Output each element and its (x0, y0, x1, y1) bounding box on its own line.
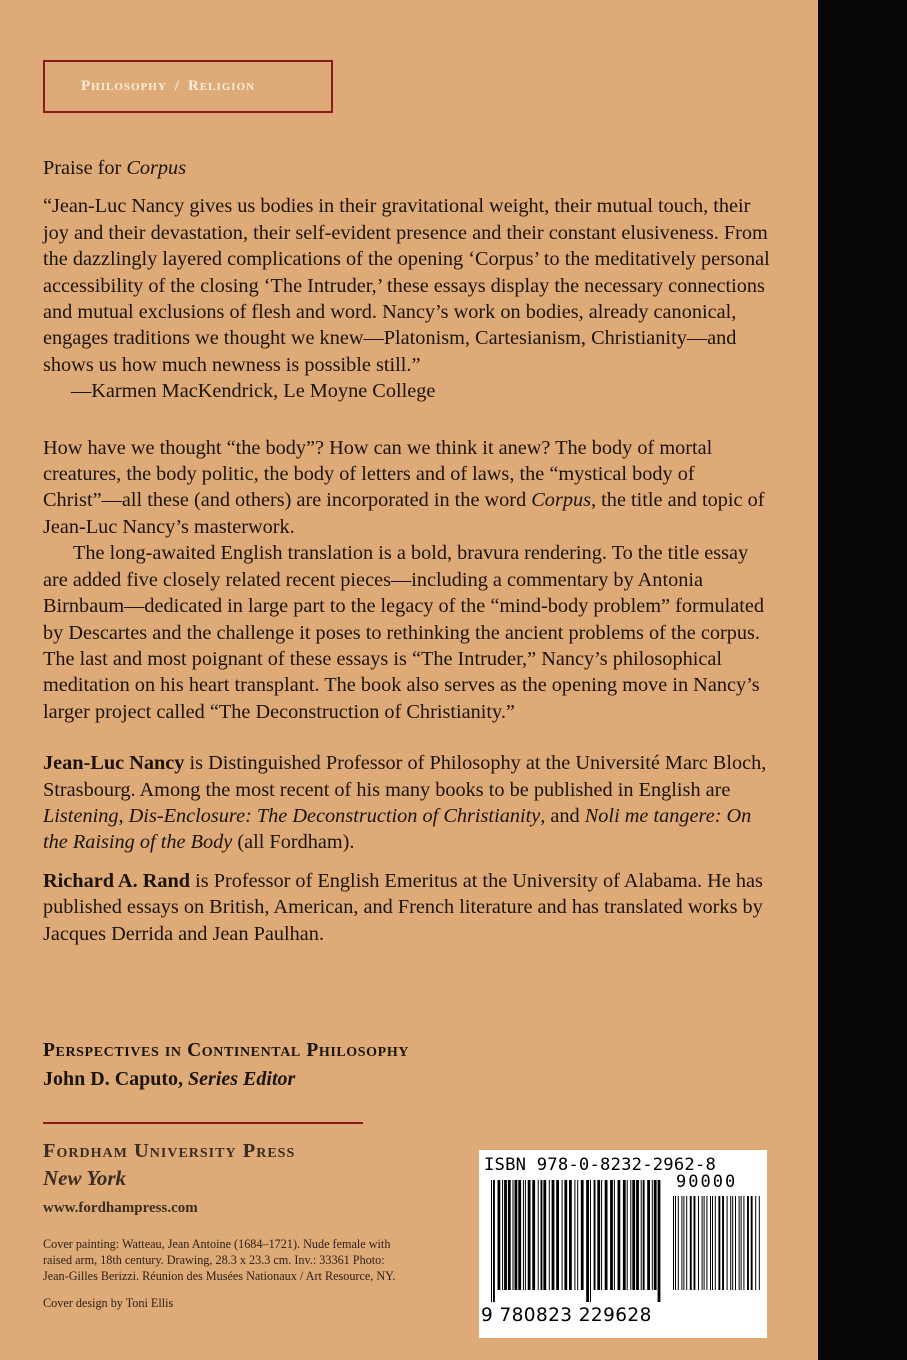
barcode-bar (562, 1180, 563, 1290)
spine-edge (818, 0, 907, 1360)
barcode-bar (755, 1196, 756, 1290)
isbn-label: ISBN 978-0-8232-2962-8 (484, 1155, 717, 1175)
author-bio: Jean-Luc Nancy is Distinguished Professor of Philosophy at the Université Marc Bloch, Strasbourg. Among the most recent of his many books to be published in English are Listening, Dis-Enclosure: The Deconstruction of Christianity, and Noli me tangere: On the Raising of the Body (all Fordham). (43, 752, 767, 854)
barcode-bar (504, 1180, 507, 1290)
barcode-bar (569, 1180, 572, 1290)
barcode-bar (525, 1180, 526, 1290)
barcode-bar (690, 1196, 692, 1290)
barcode-bar (715, 1196, 716, 1290)
barcode-bar (513, 1180, 514, 1290)
series-title: Perspectives in Continental Philosophy (43, 1040, 410, 1061)
barcode-bar (704, 1196, 705, 1290)
design-credit: Cover design by Toni Ellis (43, 1296, 174, 1310)
barcode-bar (686, 1196, 687, 1290)
praise-heading: Praise for Corpus (43, 157, 187, 179)
publisher-city: New York (43, 1166, 127, 1190)
barcode-bar (577, 1180, 578, 1290)
barcode-bar (643, 1180, 645, 1290)
barcode-bar (601, 1180, 602, 1290)
barcode-bar (590, 1180, 591, 1302)
barcode-bar (605, 1180, 608, 1290)
barcode-bar (518, 1180, 521, 1290)
book-description (43, 435, 773, 725)
series-editor: John D. Caputo, Series Editor (43, 1068, 296, 1090)
barcode-addon-bars (673, 1196, 761, 1302)
barcode-bar (528, 1180, 531, 1290)
barcode-bar (732, 1196, 733, 1290)
barcode-main-bars (491, 1180, 661, 1302)
bios (43, 750, 773, 947)
barcode-bar (630, 1180, 631, 1290)
cover-credit: Cover painting: Watteau, Jean Antoine (1684–1721). Nude female with raised arm, 18th century. Drawing, 28.3 x 23.3 cm. Inv.: 33361 Photo: Jean-Gilles Berizzi. Réunion des Musées Nationaux / Art Resource, NY. (43, 1237, 396, 1283)
divider-rule (43, 1122, 363, 1124)
barcode-bar (532, 1180, 535, 1290)
barcode-bar (647, 1180, 650, 1290)
barcode-bar (498, 1180, 501, 1290)
category-separator: / (174, 78, 180, 94)
translator-bio: Richard A. Rand is Professor of English Emeritus at the University of Alabama. He has published essays on British, American, and French literature and has translated works by Jacques Derrida and Jean Paulhan. (43, 869, 763, 945)
barcode-bar (698, 1196, 699, 1290)
description-paragraph-2: The long-awaited English translation is a bold, bravura rendering. To the title essay are added five closely related recent pieces—including a commentary by Antonia Birnbaum—dedicated in large part to the legacy of the “mind-body problem” formulated by Descartes and the challenge it poses to rethinking the ancient problems of the corpus. The last and most poignant of these essays is “The Intruder,” Nancy’s philosophical meditation on his heart transplant. The book also serves as the opening move in Nancy’s larger project called “The Deconstruction of Christianity.” (43, 542, 765, 723)
barcode-bar (502, 1180, 503, 1290)
barcode-bar (702, 1196, 703, 1290)
barcode-bar (541, 1180, 543, 1290)
author-name: Jean-Luc Nancy (43, 752, 185, 775)
barcode-bar (586, 1180, 589, 1302)
description-paragraph-1: How have we thought “the body”? How can we think it anew? The body of mortal creatures, the body politic, the body of letters and of laws, the “mystical body of Christ”—all these (and others) are incorporated in the word Corpus, the title and topic of Jean-Luc Nancy’s masterwork. (43, 436, 765, 538)
barcode-bar (747, 1196, 749, 1290)
category-religion: Religion (187, 78, 256, 94)
barcode-bar (574, 1180, 575, 1290)
praise-quote: “Jean-Luc Nancy gives us bodies in their gravitational weight, their mutual touch, their joy and their devastation, their self-evident presence and their constant elusiveness. From the dazzlingly layered complications of the opening ‘Corpus’ to the meditatively personal accessibility of the closing ‘The Intruder,’ these essays display the necessary connections and mutual exclusions of flesh and word. Nancy’s work on bodies, already canonical, engages traditions we thought we knew—Platonism, Cartesianism, Christianity—and shows us how much newness is possible still.” (43, 195, 770, 376)
barcode-bar (759, 1196, 760, 1290)
barcode-bar (741, 1196, 742, 1290)
barcode-bar (681, 1196, 682, 1290)
barcode-bar (652, 1180, 653, 1290)
barcode-bar (735, 1196, 736, 1290)
barcode-bar (594, 1180, 596, 1290)
barcode-bar (739, 1196, 740, 1290)
barcode-addon-number: 90000 (676, 1172, 738, 1192)
barcode-bar (641, 1180, 642, 1290)
barcode-bar (549, 1180, 550, 1290)
barcode-bar (678, 1196, 679, 1290)
barcode-bar (581, 1180, 584, 1290)
translator-name: Richard A. Rand (43, 869, 191, 892)
barcode-bar (538, 1180, 539, 1290)
publisher-website: www.fordhampress.com (43, 1200, 198, 1216)
barcode-bar (597, 1180, 600, 1290)
barcode-bar (543, 1180, 546, 1290)
barcode-bar (627, 1180, 628, 1290)
barcode-bar (722, 1196, 724, 1290)
barcode-bar (614, 1180, 615, 1290)
barcode-bar (632, 1180, 635, 1290)
barcode-digits: 9 780823 229628 (481, 1305, 652, 1326)
barcode-bar (552, 1180, 555, 1290)
barcode-bar (564, 1180, 567, 1290)
category-philosophy: Philosophy (81, 78, 167, 94)
praise-heading-title: Corpus (126, 157, 187, 179)
publisher-name: Fordham University Press (43, 1140, 296, 1162)
barcode-bar (710, 1196, 711, 1290)
barcode-bar (673, 1196, 674, 1290)
category-box (43, 60, 333, 113)
barcode-bar (523, 1180, 524, 1290)
barcode-bar (493, 1180, 495, 1302)
barcode-bar (610, 1180, 613, 1290)
praise-attribution: —Karmen MacKendrick, Le Moyne College (71, 380, 436, 403)
barcode-bar (658, 1180, 661, 1302)
barcode-bar (730, 1196, 731, 1290)
barcode-bar (727, 1196, 728, 1290)
barcode-bar (636, 1180, 639, 1290)
barcode-bar (675, 1196, 676, 1290)
barcode-bar (712, 1196, 713, 1290)
barcode-bar (508, 1180, 511, 1290)
barcode-bar (556, 1180, 559, 1290)
barcode-bar (654, 1180, 657, 1290)
back-cover-text (43, 155, 773, 959)
barcode-bar (491, 1180, 492, 1302)
barcode-bar (718, 1196, 720, 1290)
barcode-bar (706, 1196, 707, 1290)
barcode-bar (515, 1180, 518, 1290)
barcode-bar (743, 1196, 744, 1290)
barcode-bar (623, 1180, 626, 1290)
barcode-bar (751, 1196, 753, 1290)
barcode-bar (683, 1196, 684, 1290)
barcode-bar (694, 1196, 696, 1290)
barcode-bar (618, 1180, 621, 1290)
